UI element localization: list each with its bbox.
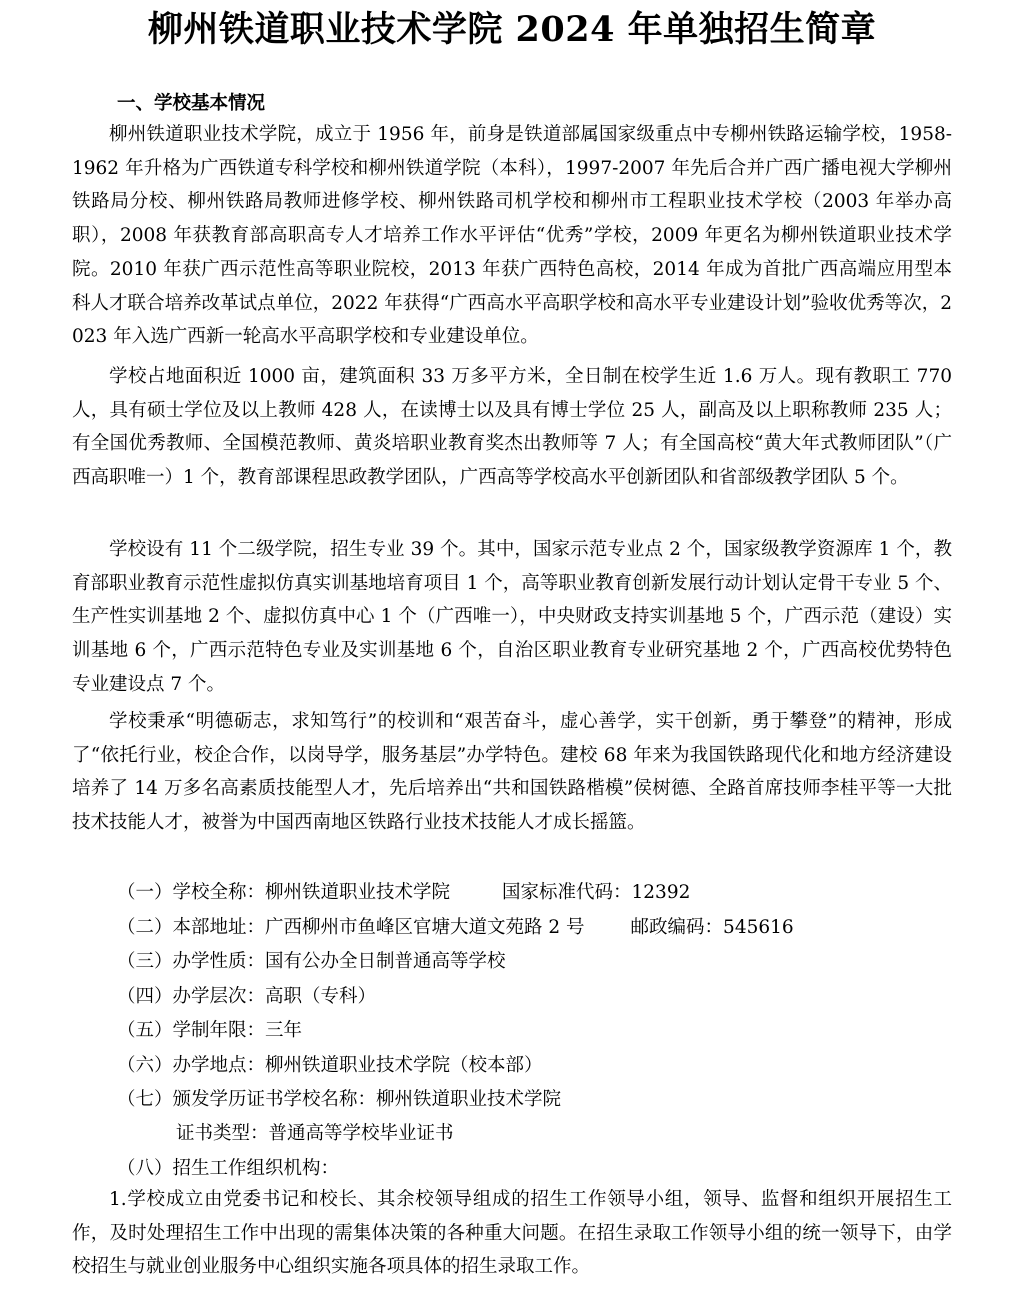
info-national-code: 国家标准代码：12392 xyxy=(502,882,691,903)
info-school-name xyxy=(117,880,690,906)
section-heading-basic-info: 一、学校基本情况 xyxy=(117,93,266,114)
info-certificate-type: 证书类型：普通高等学校毕业证书 xyxy=(176,1123,454,1144)
info-location: （六）办学地点：柳州铁道职业技术学院（校本部） xyxy=(117,1055,543,1076)
info-postal-code: 邮政编码：545616 xyxy=(630,917,794,938)
paragraph-motto: 学校秉承“明德砺志，求知笃行”的校训和“艰苦奋斗，虚心善学，实干创新，勇于攀登”的精神，形成了“依托行业，校企合作，以岗导学，服务基层”办学特色。建校 68 年来为我国铁路现代化和地方经济建设培养了 14 万多名高素质技能型人才，先后培养出“共和国铁路楷模”侯树德、全路首席技师李桂平等一大批技术技能人才，被誉为中国西南地区铁路行业技术技能人才成长摇篮。 xyxy=(72,711,952,834)
info-duration: （五）学制年限：三年 xyxy=(117,1020,303,1041)
paragraph-programs: 学校设有 11 个二级学院，招生专业 39 个。其中，国家示范专业点 2 个，国家级教学资源库 1 个，教育部职业教育示范性虚拟仿真实训基地培育项目 1 个，高等职业教育创新发展行动计划认定骨干专业 5 个、生产性实训基地 2 个、虚拟仿真中心 1 个（广西唯一），中央财政支持实训基地 5 个，广西示范（建设）实训基地 6 个，广西示范特色专业及实训基地 6 个，自治区职业教育专业研究基地 2 个，广西高校优势特色专业建设点 7 个。 xyxy=(72,539,952,695)
info-address xyxy=(117,915,794,941)
document-title: 柳州铁道职业技术学院 2024 年单独招生简章 xyxy=(147,9,877,50)
paragraph-history: 柳州铁道职业技术学院，成立于 1956 年，前身是铁道部属国家级重点中专柳州铁路运输学校，1958-1962 年升格为广西铁道专科学校和柳州铁道学院（本科），1997-2007 年先后合并广西广播电视大学柳州铁路局分校、柳州铁路局教师进修学校、柳州铁路司机学校和柳州市工程职业技术学校（2003 年举办高职），2008 年获教育部高职高专人才培养工作水平评估“优秀”学校，2009 年更名为柳州铁道职业技术学院。2010 年获广西示范性高等职业院校，2013 年获广西特色高校，2014 年成为首批广西高端应用型本科人才联合培养改革试点单位，2022 年获得“广西高水平高职学校和高水平专业建设计划”验收优秀等次，2023 年入选广西新一轮高水平高职学校和专业建设单位。 xyxy=(72,124,952,348)
info-address-text: （二）本部地址：广西柳州市鱼峰区官塘大道文苑路 2 号 xyxy=(117,917,585,938)
paragraph-organization: 1.学校成立由党委书记和校长、其余校领导组成的招生工作领导小组，领导、监督和组织开展招生工作，及时处理招生工作中出现的需集体决策的各种重大问题。在招生录取工作领导小组的统一领导下，由学校招生与就业创业服务中心组织实施各项具体的招生录取工作。 xyxy=(72,1189,952,1278)
info-org-heading: （八）招生工作组织机构： xyxy=(117,1158,340,1179)
info-school-name-text: （一）学校全称：柳州铁道职业技术学院 xyxy=(117,882,451,903)
info-level: （四）办学层次：高职（专科） xyxy=(117,986,377,1007)
info-certificate-school: （七）颁发学历证书学校名称：柳州铁道职业技术学院 xyxy=(117,1089,562,1110)
paragraph-campus-staff: 学校占地面积近 1000 亩，建筑面积 33 万多平方米，全日制在校学生近 1.6 万人。现有教职工 770 人，具有硕士学位及以上教师 428 人，在读博士以及具有博士学位 25 人，副高及以上职称教师 235 人；有全国优秀教师、全国模范教师、黄炎培职业教育奖杰出教师等 7 人；有全国高校“黄大年式教师团队”（广西高职唯一）1 个，教育部课程思政教学团队，广西高等学校高水平创新团队和省部级教学团队 5 个。 xyxy=(72,366,952,489)
info-nature: （三）办学性质：国有公办全日制普通高等学校 xyxy=(117,951,506,972)
